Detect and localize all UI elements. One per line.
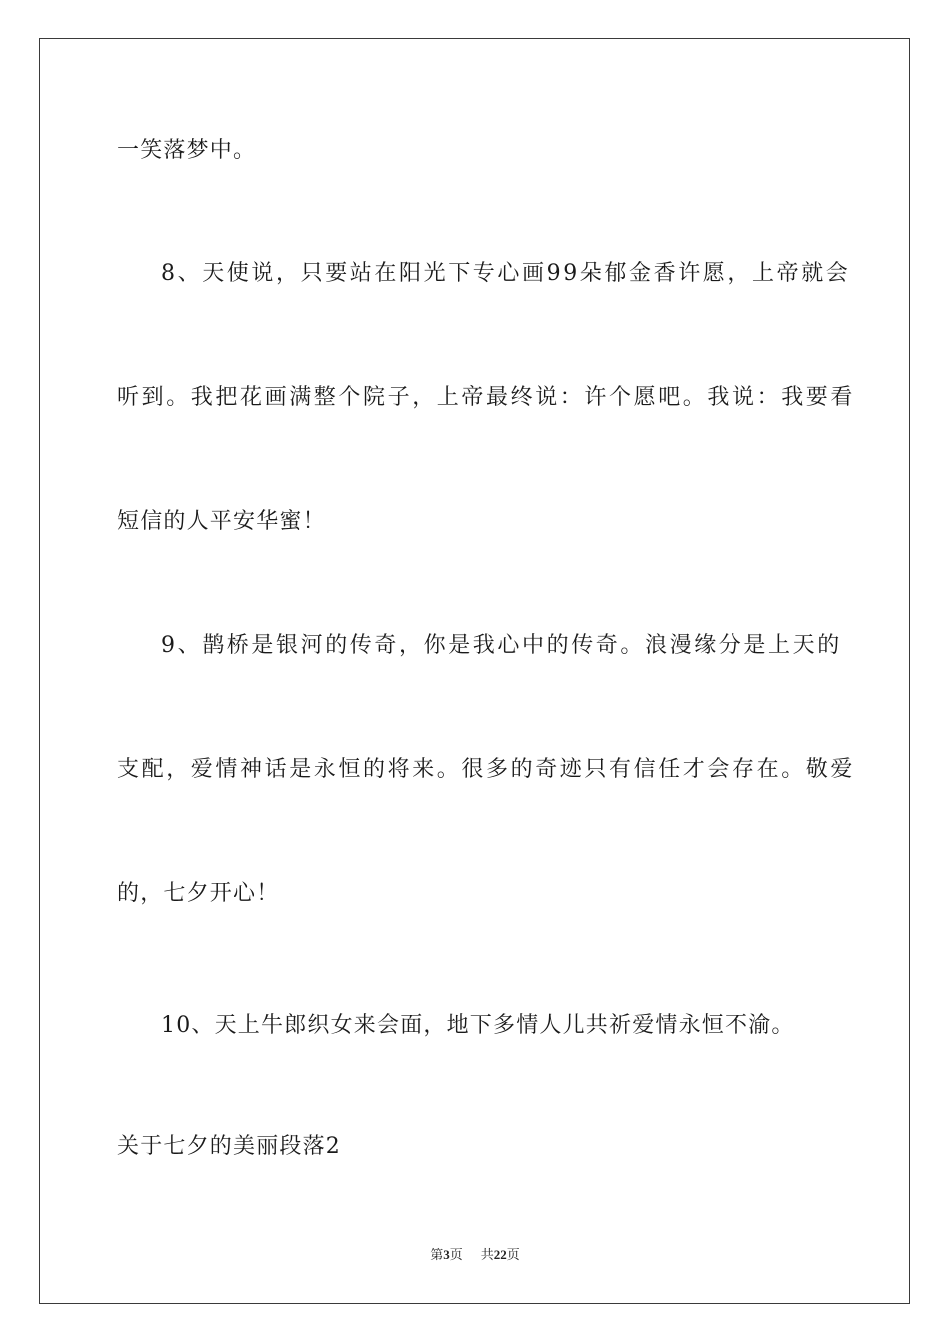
text-line-2: 8、天使说，只要站在阳光下专心画99朵郁金香许愿，上帝就会: [161, 261, 851, 286]
total-pages: 22: [493, 1247, 507, 1262]
text-line-3: 听到。我把花画满整个院子，上帝最终说：许个愿吧。我说：我要看: [117, 385, 856, 410]
page-suffix: 页: [449, 1248, 463, 1263]
section-heading: 关于七夕的美丽段落2: [117, 1134, 341, 1159]
total-suffix: 页: [506, 1248, 520, 1263]
text-line-8: 10、天上牛郎织女来会面，地下多情人儿共祈爱情永恒不渝。: [161, 1013, 795, 1038]
page-border: [39, 38, 910, 1304]
page-prefix: 第: [430, 1248, 444, 1263]
text-line-7: 的，七夕开心！: [117, 881, 280, 906]
page-footer: [0, 1246, 950, 1265]
text-line-1: 一笑落梦中。: [117, 138, 257, 163]
text-line-4: 短信的人平安华蜜！: [117, 509, 326, 534]
total-prefix: 共: [480, 1248, 494, 1263]
page-number: 3: [443, 1247, 450, 1262]
text-line-5: 9、鹊桥是银河的传奇，你是我心中的传奇。浪漫缘分是上天的: [161, 633, 842, 658]
text-line-6: 支配，爱情神话是永恒的将来。很多的奇迹只有信任才会存在。敬爱: [117, 757, 856, 782]
